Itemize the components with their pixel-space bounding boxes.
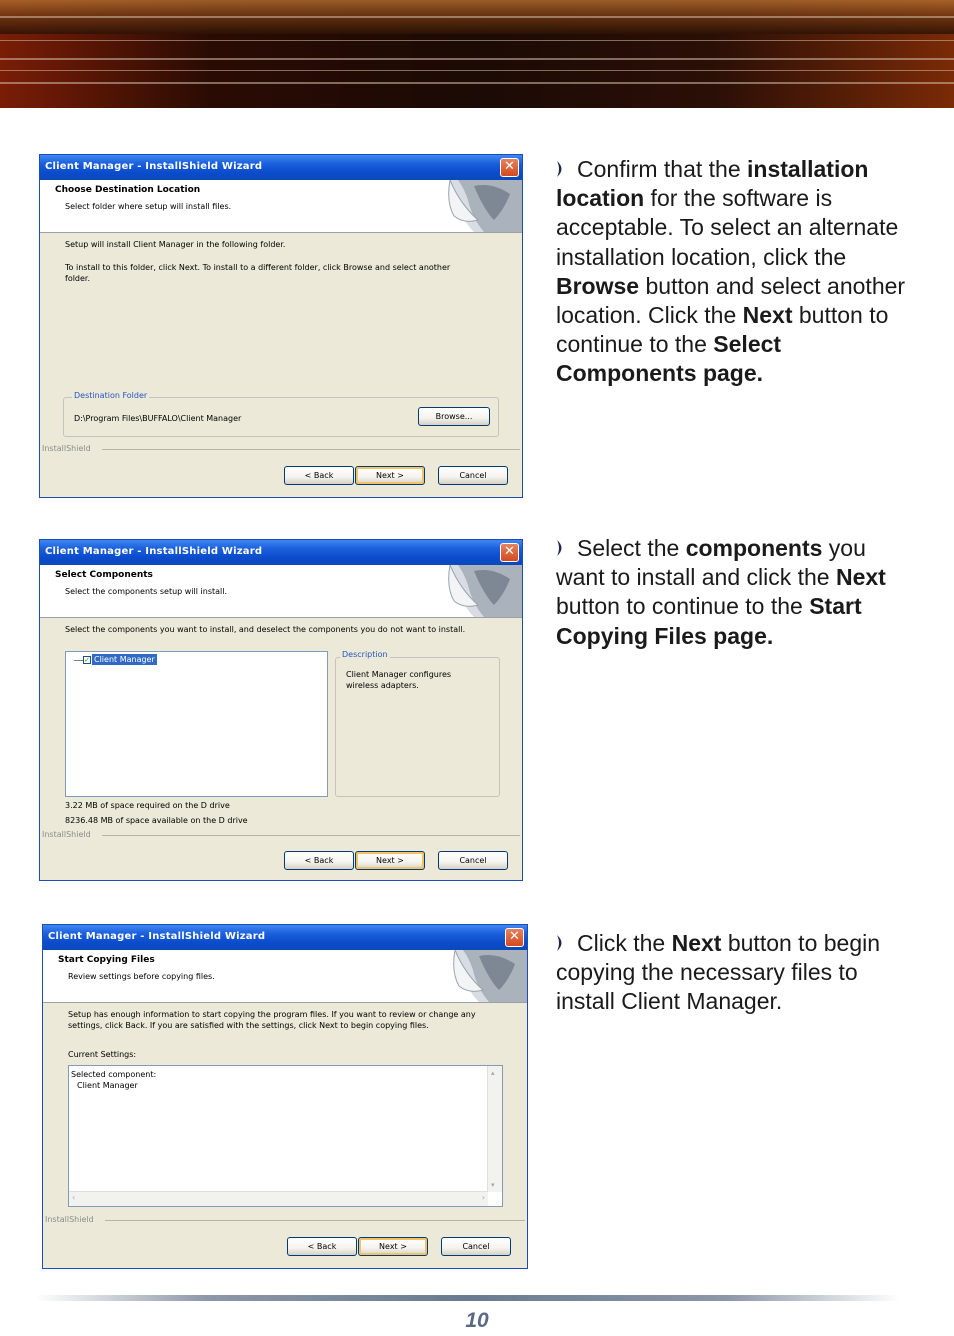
window-title: Client Manager - InstallShield Wizard	[45, 546, 263, 557]
step2-text: button to continue to the	[556, 593, 810, 620]
space-available: 8236.48 MB of space available on the D drive	[65, 816, 248, 825]
step3-text: Click the	[577, 930, 672, 956]
selected-component-value: Client Manager	[77, 1081, 138, 1090]
back-button[interactable]: < Back	[284, 851, 354, 870]
info-text: Setup will install Client Manager in the following folder.	[65, 240, 286, 249]
separator	[102, 835, 520, 836]
info-text: Select the components you want to install, and deselect the components you do not want to install.	[65, 625, 466, 634]
back-button[interactable]: < Back	[284, 466, 354, 485]
installshield-label: InstallShield	[42, 830, 91, 839]
step1-text: button to continue to the	[556, 302, 889, 358]
components-dialog	[39, 539, 523, 881]
next-button[interactable]: Next >	[355, 851, 425, 870]
horizontal-scrollbar[interactable]	[69, 1191, 488, 1206]
cancel-button[interactable]: Cancel	[438, 466, 508, 485]
copying-dialog	[42, 924, 528, 1269]
cancel-button[interactable]: Cancel	[438, 851, 508, 870]
installshield-label: InstallShield	[42, 444, 91, 453]
title-bar	[40, 540, 522, 565]
browse-button[interactable]: Browse...	[418, 407, 490, 426]
description-text: wireless adapters.	[346, 681, 419, 690]
destination-dialog	[39, 154, 523, 498]
step2-emphasis: components	[685, 535, 823, 561]
component-item[interactable]: Client Manager	[94, 655, 155, 664]
cancel-button[interactable]: Cancel	[441, 1237, 511, 1256]
title-bar	[43, 925, 527, 950]
step-subheading: Select the components setup will install.	[65, 587, 228, 596]
footer-divider	[35, 1295, 900, 1301]
step2-text: you want to install and click the	[556, 535, 866, 591]
next-button[interactable]: Next >	[355, 466, 425, 485]
info-text: To install to this folder, click Next. To install to a different folder, click Browse and select another	[65, 263, 451, 272]
step1-emphasis: Select Components page.	[556, 331, 782, 387]
group-label: Destination Folder	[74, 391, 148, 400]
header-banner	[0, 0, 954, 108]
step1-emphasis: Next	[742, 302, 793, 329]
step2-text: Select the	[577, 535, 686, 561]
step-subheading: Select folder where setup will install files.	[65, 202, 232, 211]
header-stripe	[0, 70, 954, 71]
title-bar	[40, 155, 522, 180]
window-title: Client Manager - InstallShield Wizard	[45, 161, 263, 172]
component-checkbox[interactable]: ✓	[84, 656, 90, 664]
selected-component-label: Selected component:	[71, 1070, 157, 1079]
scroll-left-icon[interactable]: ‹	[72, 1193, 76, 1202]
step1-emphasis: Browse	[556, 272, 640, 299]
step1-text: button and select another location. Click the	[556, 272, 906, 329]
info-text: folder.	[65, 274, 91, 283]
page-number: 10	[465, 1309, 489, 1332]
scroll-right-icon[interactable]: ›	[481, 1193, 485, 1202]
space-required: 3.22 MB of space required on the D drive	[65, 801, 230, 810]
header-stripe	[0, 58, 954, 60]
scroll-down-icon[interactable]: ▾	[491, 1181, 495, 1189]
group-label: Description	[342, 650, 388, 659]
header-stripe	[0, 82, 954, 84]
step-heading: Start Copying Files	[58, 955, 155, 965]
bullet-icon	[556, 160, 566, 178]
dialog-header	[40, 565, 522, 618]
step-subheading: Review settings before copying files.	[68, 972, 215, 981]
step1-instruction	[556, 155, 916, 389]
close-button[interactable]: ✕	[500, 158, 519, 177]
info-text: Setup has enough information to start copying the program files. If you want to review or change any	[68, 1010, 476, 1019]
header-stripe	[0, 40, 954, 41]
bullet-icon	[556, 539, 566, 557]
close-button[interactable]: ✕	[500, 543, 519, 562]
step2-instruction	[556, 534, 916, 651]
separator	[105, 1220, 525, 1221]
step2-emphasis: Next	[835, 564, 886, 591]
step1-emphasis: installation location	[556, 156, 869, 212]
next-button[interactable]: Next >	[358, 1237, 428, 1256]
step3-text: button to begin copying the necessary files to install Client Manager.	[556, 930, 881, 1015]
close-button[interactable]: ✕	[505, 928, 524, 947]
separator	[102, 449, 520, 450]
destination-path: D:\Program Files\BUFFALO\Client Manager	[74, 414, 242, 423]
step2-emphasis: Start Copying Files page.	[556, 593, 862, 649]
window-title: Client Manager - InstallShield Wizard	[48, 931, 266, 942]
bullet-icon	[556, 934, 566, 952]
installshield-art-icon	[444, 180, 522, 232]
settings-box[interactable]	[68, 1065, 503, 1207]
header-stripe	[0, 16, 954, 18]
current-settings-label: Current Settings:	[68, 1050, 137, 1059]
step3-emphasis: Next	[671, 930, 722, 956]
installshield-art-icon	[444, 565, 522, 617]
info-text: settings, click Back. If you are satisfied with the settings, click Next to begin copying files.	[68, 1021, 429, 1030]
back-button[interactable]: < Back	[287, 1237, 357, 1256]
step-heading: Choose Destination Location	[55, 185, 201, 195]
step1-text: for the software is acceptable. To select an alternate installation location, click the	[556, 185, 899, 270]
dialog-header	[40, 180, 522, 233]
installshield-label: InstallShield	[45, 1215, 94, 1224]
step3-instruction	[556, 929, 916, 1017]
step-heading: Select Components	[55, 570, 153, 580]
description-text: Client Manager configures	[346, 670, 452, 679]
vertical-scrollbar[interactable]	[487, 1066, 502, 1192]
installshield-art-icon	[449, 950, 527, 1002]
component-tree	[65, 651, 328, 797]
dialog-header	[43, 950, 527, 1003]
scroll-up-icon[interactable]: ▴	[491, 1069, 495, 1077]
step1-text: Confirm that the	[577, 156, 748, 182]
